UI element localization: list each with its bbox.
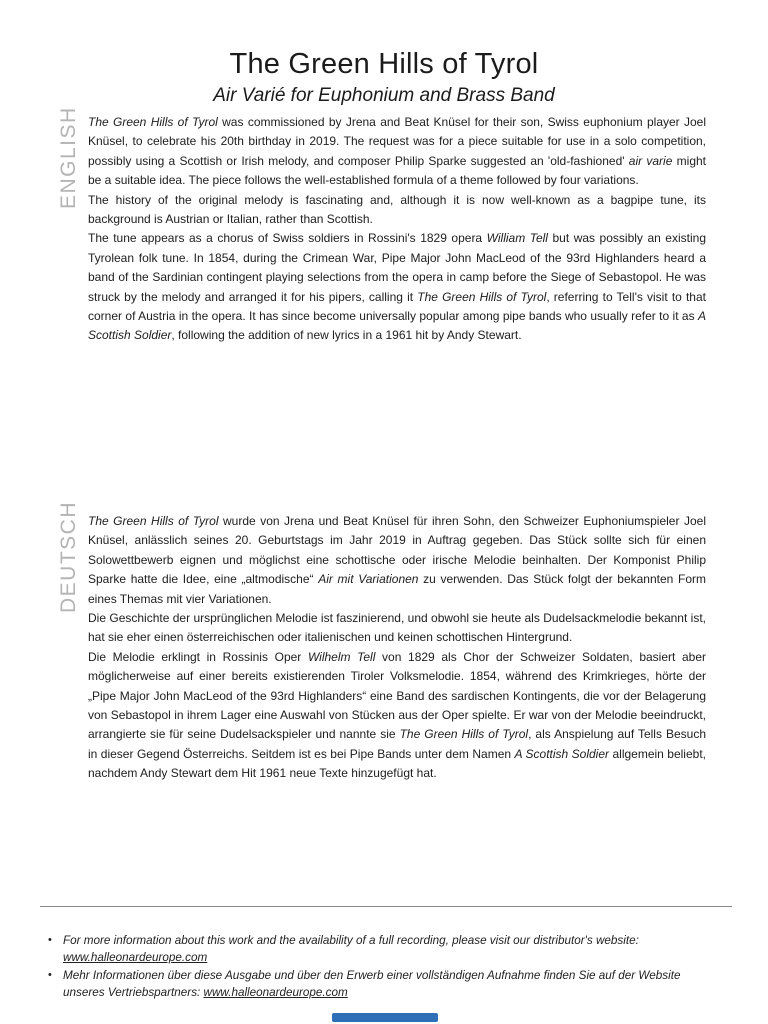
footer-note [48,932,724,967]
footer-notes [48,932,724,1002]
paragraph: The Green Hills of Tyrol wurde von Jrena und Beat Knüsel für ihren Sohn, den Schweizer Euphoniumspieler Joel Knüsel, anlässlich seines 20. Geburtstags im Jahr 2019 in Auftrag gegeben. Das Stück sollte sich für einen Solowettbewerb eignen und möglichst eine schottische oder irische Melodie beinhalten. Der Komponist Philip Sparke hatte die Idee, eine „altmodische“ Air mit Variationen zu verwenden. Das Stück folgt der bekannten Form eines Themas mit vier Variationen. [88,514,707,606]
section-label-german: DEUTSCH [57,500,80,613]
section-text-german [88,512,706,784]
bullet-icon: • [48,934,52,946]
paragraph: The history of the original melody is fascinating and, although it is now well-known as a bagpipe tune, its background is Austrian or Italian, rather than Scottish. [88,192,706,227]
bullet-icon: • [48,968,52,981]
footer-note-text: Mehr Informationen über diese Ausgabe und über den Erwerb einer vollständigen Aufnahme finden Sie auf der Website unseres Vertriebspartners: [63,968,681,1000]
footer-note-text: For more information about this work and the availability of a full recording, please visit our distributor's website: [63,934,639,947]
page-title: The Green Hills of Tyrol [229,48,539,80]
paragraph: The Green Hills of Tyrol was commissioned by Jrena and Beat Knüsel for their son, Swiss euphonium player Joel Knüsel, to celebrate his 20th birthday in 2019. The request was for a piece suitable for use in a solo competition, possibly using a Scottish or Irish melody, and composer Philip Sparke suggested an 'old-fashioned' air varie might be a suitable idea. The piece follows the well-established formula of a theme followed by four variations. [88,115,707,188]
section-english [57,106,707,346]
footer-note [48,967,724,1002]
page-header [0,48,768,107]
paragraph: Die Melodie erklingt in Rossinis Oper Wilhelm Tell von 1829 als Chor der Schweizer Soldaten, basiert aber möglicherweise auf einer bereits existierenden Tiroler Volksmelodie. 1854, während des Krimkrieges, hörte der „Pipe Major John MacLeod of the 93rd Highlanders“ eine Band des sardischen Kontingents, die vor der Belagerung von Sebastopol in ihrem Lager eine Auswahl von Stücken aus der Oper spielte. Er war von der Melodie beeindruckt, arrangierte sie für seine Dudelsackspieler und nannte sie The Green Hills of Tyrol, als Anspielung auf Tells Besuch in dieser Gegend Österreichs. Seitdem ist es bei Pipe Bands unter dem Namen A Scottish Soldier allgemein beliebt, nachdem Andy Stewart dem Hit 1961 neue Texte hinzugefügt hat. [88,649,706,781]
distributor-website-link[interactable]: www.halleonardeurope.com [63,951,208,965]
section-german [57,500,707,784]
page-indicator-bar [332,1013,438,1022]
distributor-website-link[interactable]: www.halleonardeurope.com [203,986,348,1000]
section-label-english: ENGLISH [57,106,80,209]
paragraph: Die Geschichte der ursprünglichen Melodie ist faszinierend, und obwohl sie heute als Dudelsackmelodie bekannt ist, hat sie eher einen österreichischen oder italienischen und keinen schottischen Hintergrund. [88,611,706,645]
paragraph: The tune appears as a chorus of Swiss soldiers in Rossini's 1829 opera William Tell but was possibly an existing Tyrolean folk tune. In 1854, during the Crimean War, Pipe Major John MacLeod of the 93rd Highlanders heard a band of the Sardinian contingent playing selections from the opera in camp before the Siege of Sebastopol. He was struck by the melody and arranged it for his pipers, calling it The Green Hills of Tyrol, referring to Tell's visit to that corner of Austria in the opera. It has since become universally popular among pipe bands who usually refer to it as A Scottish Soldier, following the addition of new lyrics in a 1961 hit by Andy Stewart. [88,231,706,343]
section-text-english [88,113,706,346]
page-subtitle: Air Varié for Euphonium and Brass Band [213,85,555,106]
footer-divider [40,906,732,907]
